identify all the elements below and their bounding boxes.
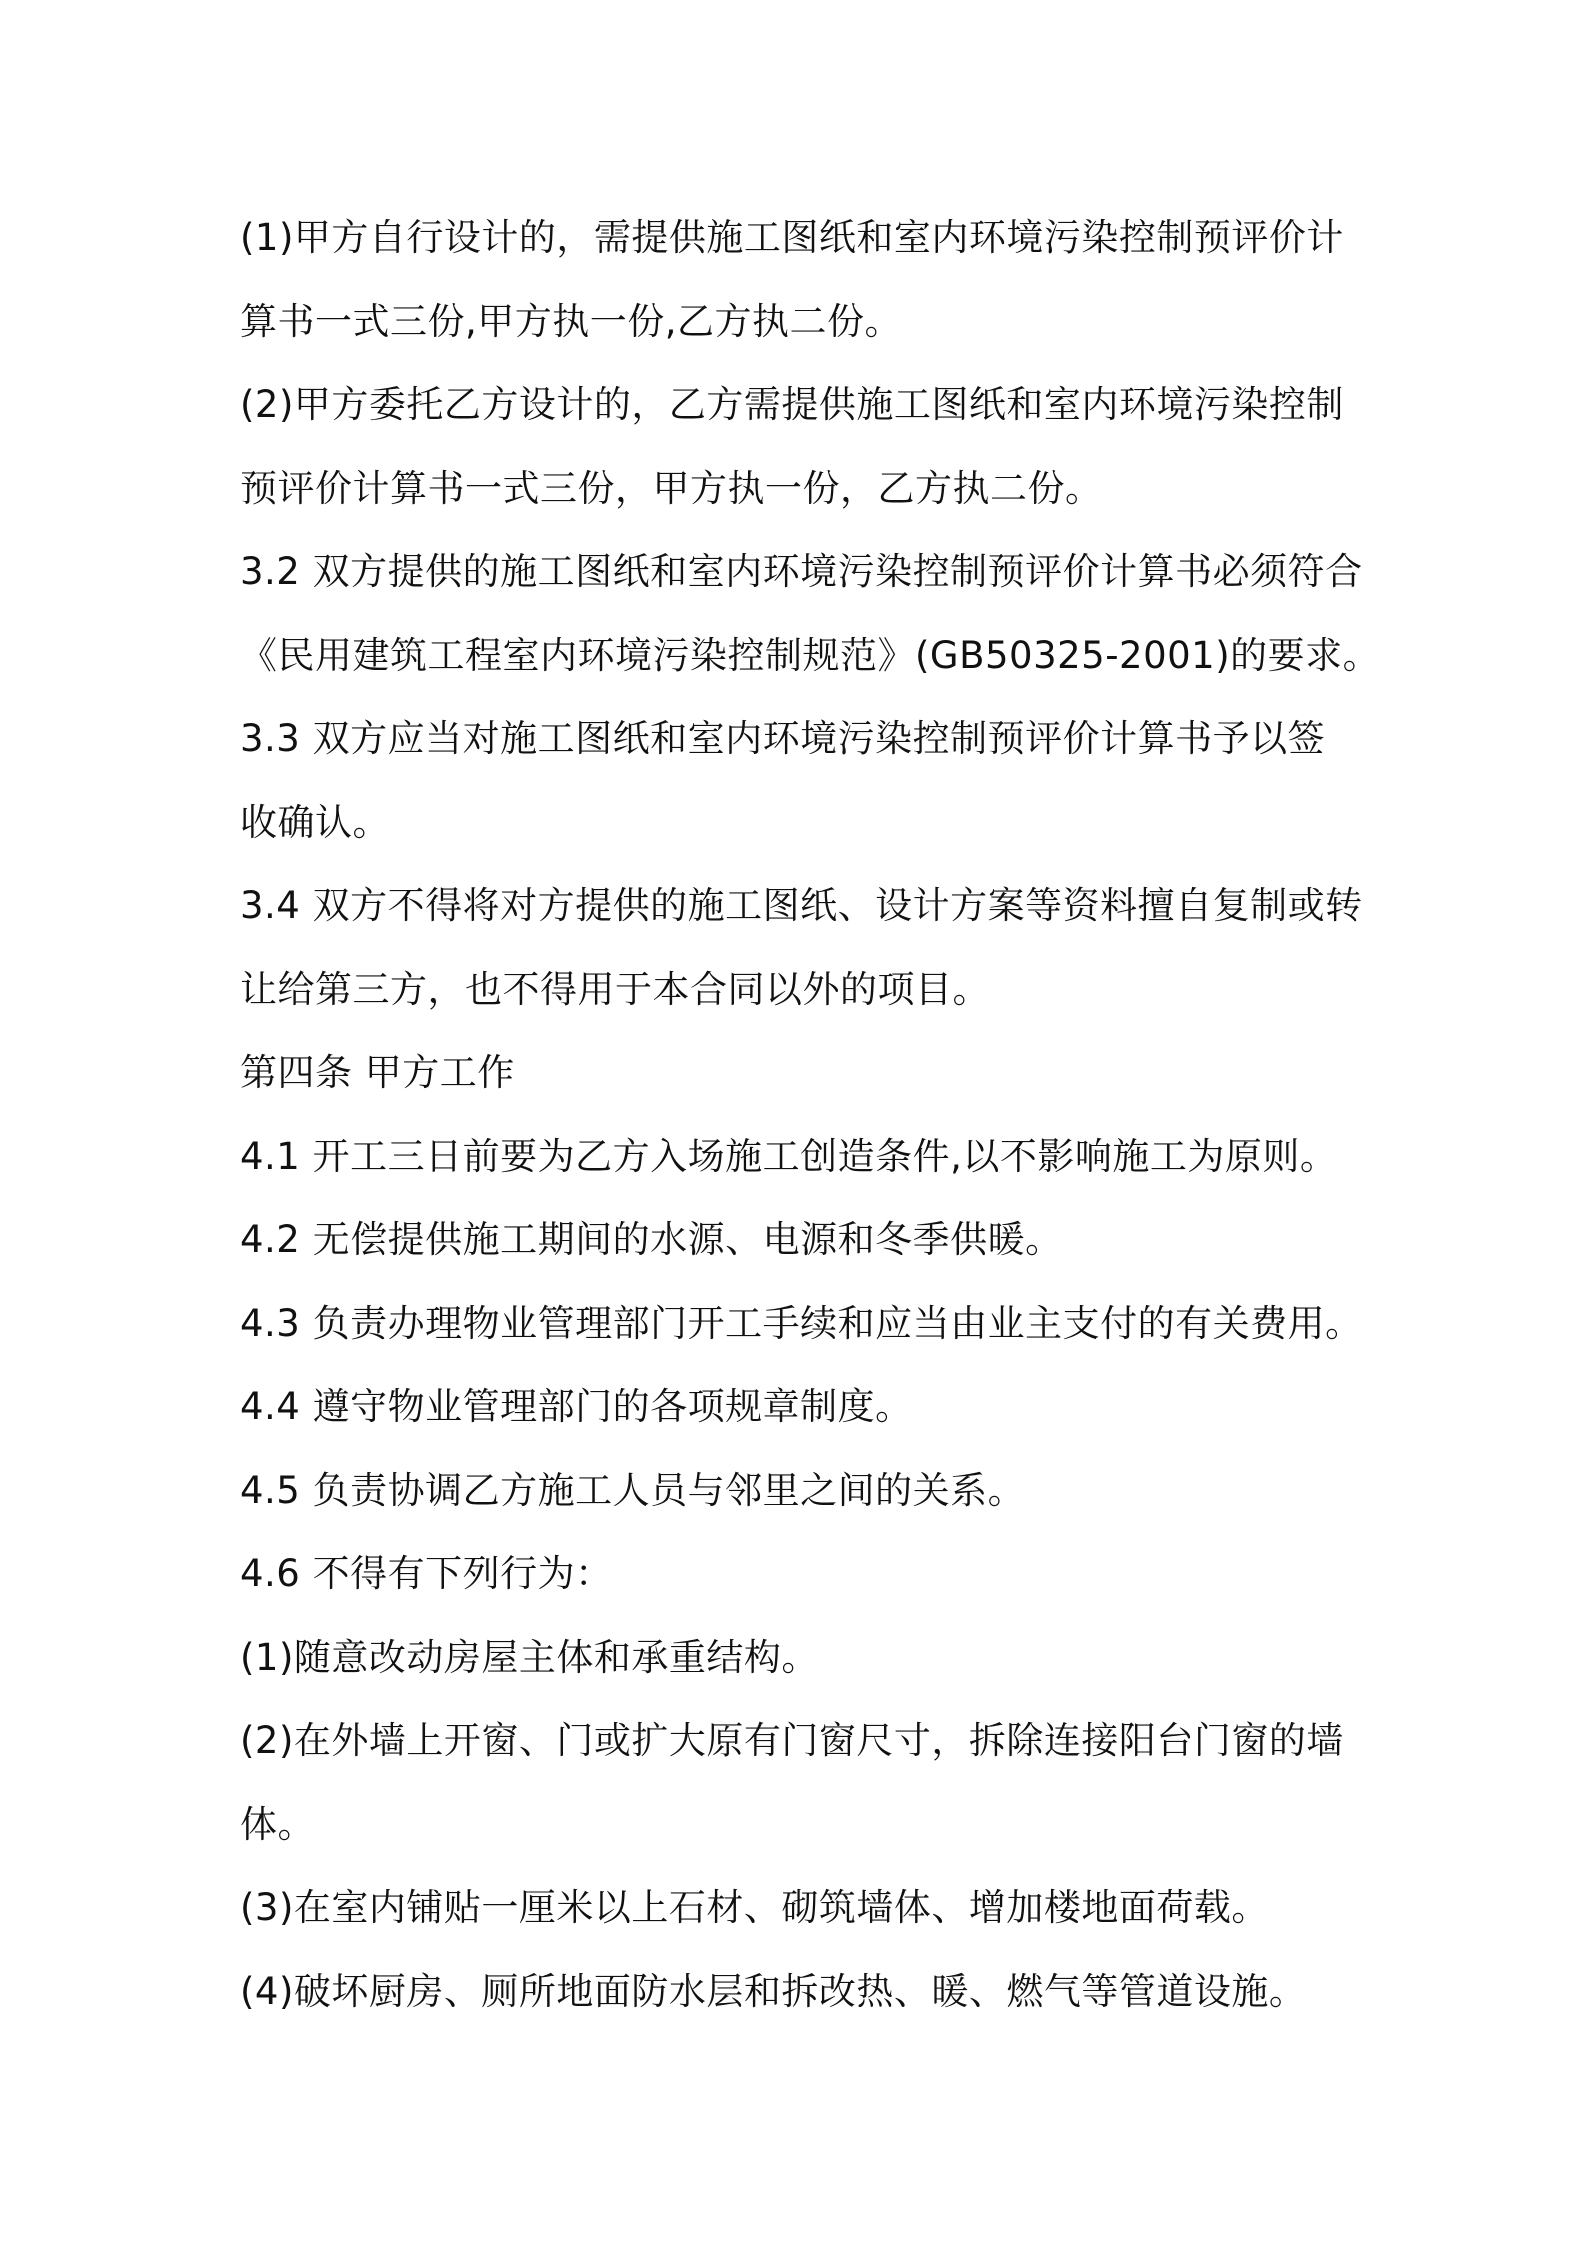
text-line: (1)甲方自行设计的，需提供施工图纸和室内环境污染控制预评价计	[240, 216, 1344, 259]
text-line: (3)在室内铺贴一厘米以上石材、砌筑墙体、增加楼地面荷载。	[240, 1886, 1269, 1929]
text-line: (2)在外墙上开窗、门或扩大原有门窗尺寸，拆除连接阳台门窗的墙	[240, 1719, 1344, 1762]
text-line: 3.3 双方应当对施工图纸和室内环境污染控制预评价计算书予以签	[240, 717, 1326, 760]
text-line: 3.4 双方不得将对方提供的施工图纸、设计方案等资料擅自复制或转	[240, 884, 1363, 927]
text-line: 4.6 不得有下列行为：	[240, 1552, 613, 1595]
text-line: 3.2 双方提供的施工图纸和室内环境污染控制预评价计算书必须符合	[240, 550, 1363, 593]
text-line: 体。	[240, 1802, 315, 1846]
text-line: (1)随意改动房屋主体和承重结构。	[240, 1635, 819, 1679]
text-line: 4.2 无偿提供施工期间的水源、电源和冬季供暖。	[240, 1218, 1063, 1261]
text-line: 4.3 负责办理物业管理部门开工手续和应当由业主支付的有关费用。	[240, 1301, 1363, 1345]
text-line: (2)甲方委托乙方设计的，乙方需提供施工图纸和室内环境污染控制	[240, 383, 1344, 426]
text-line: 4.4 遵守物业管理部门的各项规章制度。	[240, 1385, 913, 1428]
document-body	[240, 196, 1381, 2033]
text-line: 预评价计算书一式三份，甲方执一份，乙方执二份。	[240, 466, 1103, 510]
text-line: 《民用建筑工程室内环境污染控制规范》(GB50325-2001)的要求。	[240, 633, 1381, 677]
text-line: (4)破坏厨房、厕所地面防水层和拆改热、暖、燃气等管道设施。	[240, 1969, 1307, 2013]
section-heading: 第四条 甲方工作	[240, 1051, 515, 1094]
text-line: 4.1 开工三日前要为乙方入场施工创造条件,以不影响施工为原则。	[240, 1134, 1338, 1178]
text-line: 算书一式三份,甲方执一份,乙方执二份。	[240, 299, 903, 343]
text-line: 收确认。	[240, 800, 390, 844]
text-line: 4.5 负责协调乙方施工人员与邻里之间的关系。	[240, 1468, 1026, 1512]
text-line: 让给第三方，也不得用于本合同以外的项目。	[240, 967, 990, 1011]
